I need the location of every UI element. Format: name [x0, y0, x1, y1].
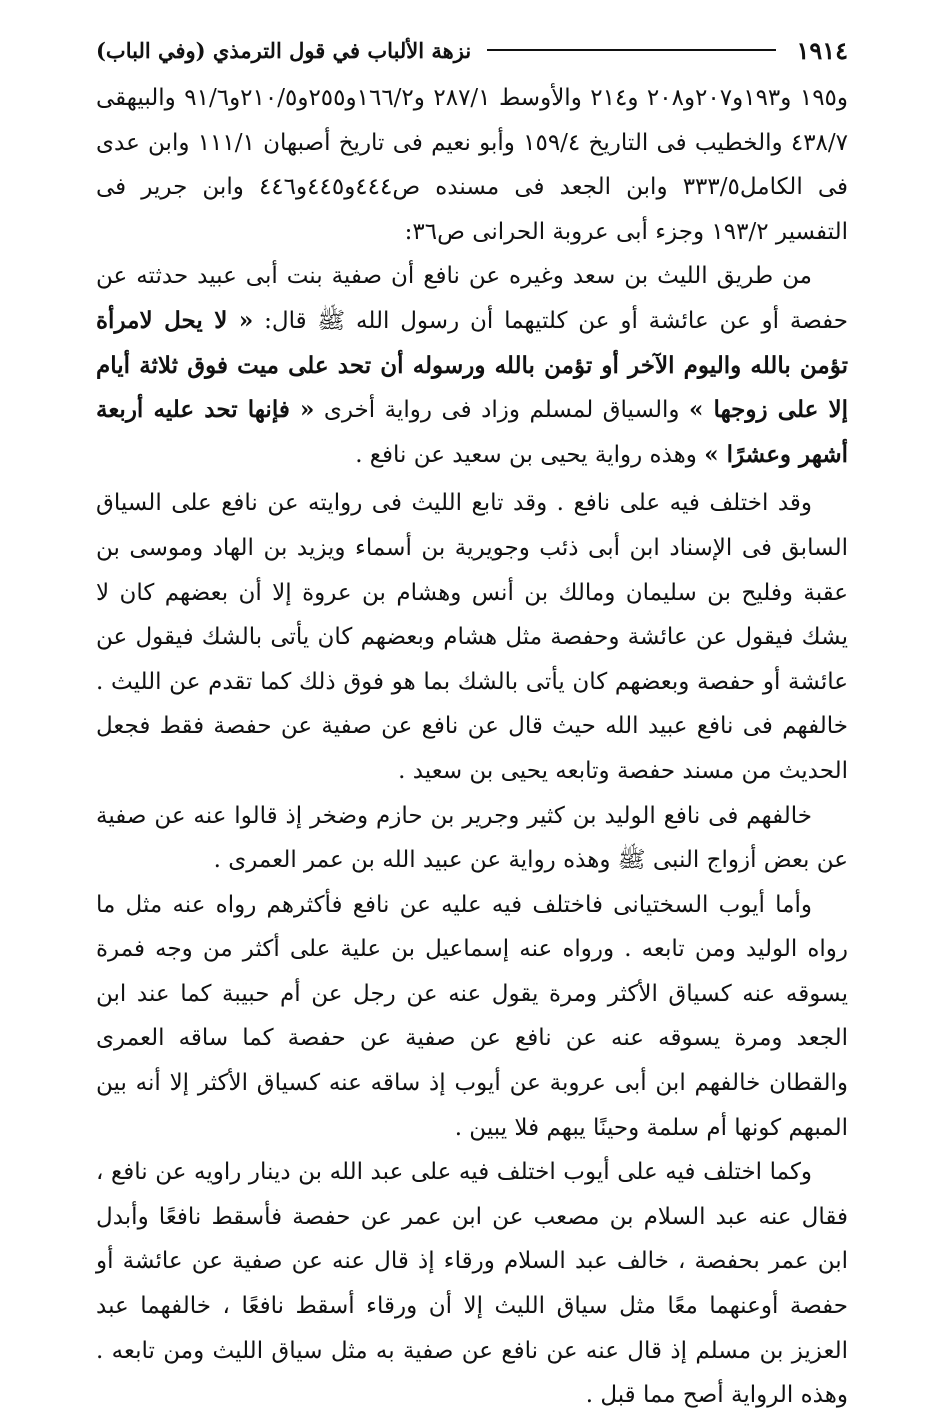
paragraph-text: وأما أيوب السختيانى فاختلف فيه عليه عن نافع فأكثرهم رواه عنه مثل ما رواه الوليد ومن تابعه . ورواه عنه إسماعيل بن علية على أكثر من وجه فمرة يسوقه عنه كسياق الأكثر ومرة يقول عنه عن رجل عن أم حبيبة كما عند ابن الجعد ومرة يسوقه عنه عن نافع عن صفية عن حفصة كما ساقه العمرى والقطان خالفهم ابن أبى عروبة عن أيوب إذ ساقه عنه كسياق الأكثر إلا أنه بين المبهم كونها أم سلمة وحينًا يبهم فلا يبين . [96, 891, 848, 1141]
paragraph-discussion [96, 481, 848, 793]
paragraph-discussion [96, 794, 848, 883]
paragraph-text: وقد اختلف فيه على نافع . وقد تابع الليث فى روايته عن نافع على السياق السابق فى الإسناد ابن أبى ذئب وجويرية بن أسماء ويزيد بن الهاد وموسى بن عقبة وفليح بن سليمان ومالك بن أنس وهشام بن عروة إلا أن بعضهم كان لا يشك فيقول عن عائشة وحفصة مثل هشام وبعضهم كان يأتى بالشك فيقول عن عائشة أو حفصة وبعضهم كان يأتى بالشك بما هو فوق ذلك كما تقدم عن الليث . خالفهم فى نافع عبيد الله حيث قال عن نافع عن صفية عن حفصة فقط فجعل الحديث من مسند حفصة وتابعه يحيى بن سعيد . [96, 490, 848, 784]
header-rule [487, 49, 776, 51]
page-body [96, 76, 848, 1418]
document-page [96, 30, 848, 1418]
paragraph-text: و١٩٥ و١٩٣و٢٠٧و٢٠٨ و٢١٤ والأوسط ٢٨٧/١ و١٦٦/٢و٢٥٥و٢١٠/٥و٩١/٦ والبيهقى ٤٣٨/٧ والخطيب فى التاريخ ١٥٩/٤ وأبو نعيم فى تاريخ أصبهان ١١١/١ وابن عدى فى الكامل٣٣٣/٥ وابن الجعد فى مسنده ص٤٤٤و٤٤٥و٤٤٦ وابن جرير فى التفسير ١٩٣/٢ وجزء أبى عروبة الحرانى ص٣٦: [96, 85, 849, 245]
paragraph-discussion [96, 1150, 848, 1418]
paragraph-text: والسياق لمسلم وزاد فى رواية أخرى [314, 397, 689, 424]
page-number: ١٩١٤ [796, 35, 848, 65]
paragraph-discussion [96, 883, 848, 1151]
paragraph-text: وهذه رواية يحيى بن سعيد عن نافع . [355, 441, 705, 468]
hadith-quote-addition: « فإنها تحد عليه أربعة أشهر وعشرًا » [96, 396, 848, 468]
paragraph-hadith-text [96, 254, 848, 477]
running-title: نزهة الألباب في قول الترمذي (وفي الباب) [96, 37, 472, 63]
paragraph-references [96, 76, 848, 254]
paragraph-text: وكما اختلف فيه على أيوب اختلف فيه على عبد الله بن دينار راويه عن نافع ، فقال عنه عبد السلام بن مصعب عن ابن عمر عن حفصة فأسقط نافعًا وأبدل ابن عمر بحفصة ، خالف عبد السلام ورقاء إذ قال عنه عن صفية عن عائشة أو حفصة أوعنهما معًا مثل سياق الليث إلا أن ورقاء أسقط نافعًا ، خالفهما عبد العزيز بن مسلم إذ قال عنه عن نافع عن صفية به مثل سياق الليث ومن تابعه . وهذه الرواية أصح مما قبل . [96, 1159, 848, 1409]
page-header [96, 30, 848, 70]
paragraph-text: خالفهم فى نافع الوليد بن كثير وجرير بن حازم وضخر إذ قالوا عنه عن صفية عن بعض أزواج النبى ﷺ وهذه رواية عن عبيد الله بن عمر العمرى . [96, 802, 848, 874]
hadith-quote: « لا يحل لامرأة تؤمن بالله واليوم الآخر أو تؤمن بالله ورسوله أن تحد على ميت فوق ثلاثة أيام إلا على زوجها » [96, 306, 848, 424]
paragraph-text: من طريق الليث بن سعد وغيره عن نافع أن صفية بنت أبى عبيد حدثته عن حفصة أو عن عائشة أو عن كلتيهما أن رسول الله ﷺ قال: [96, 263, 849, 334]
